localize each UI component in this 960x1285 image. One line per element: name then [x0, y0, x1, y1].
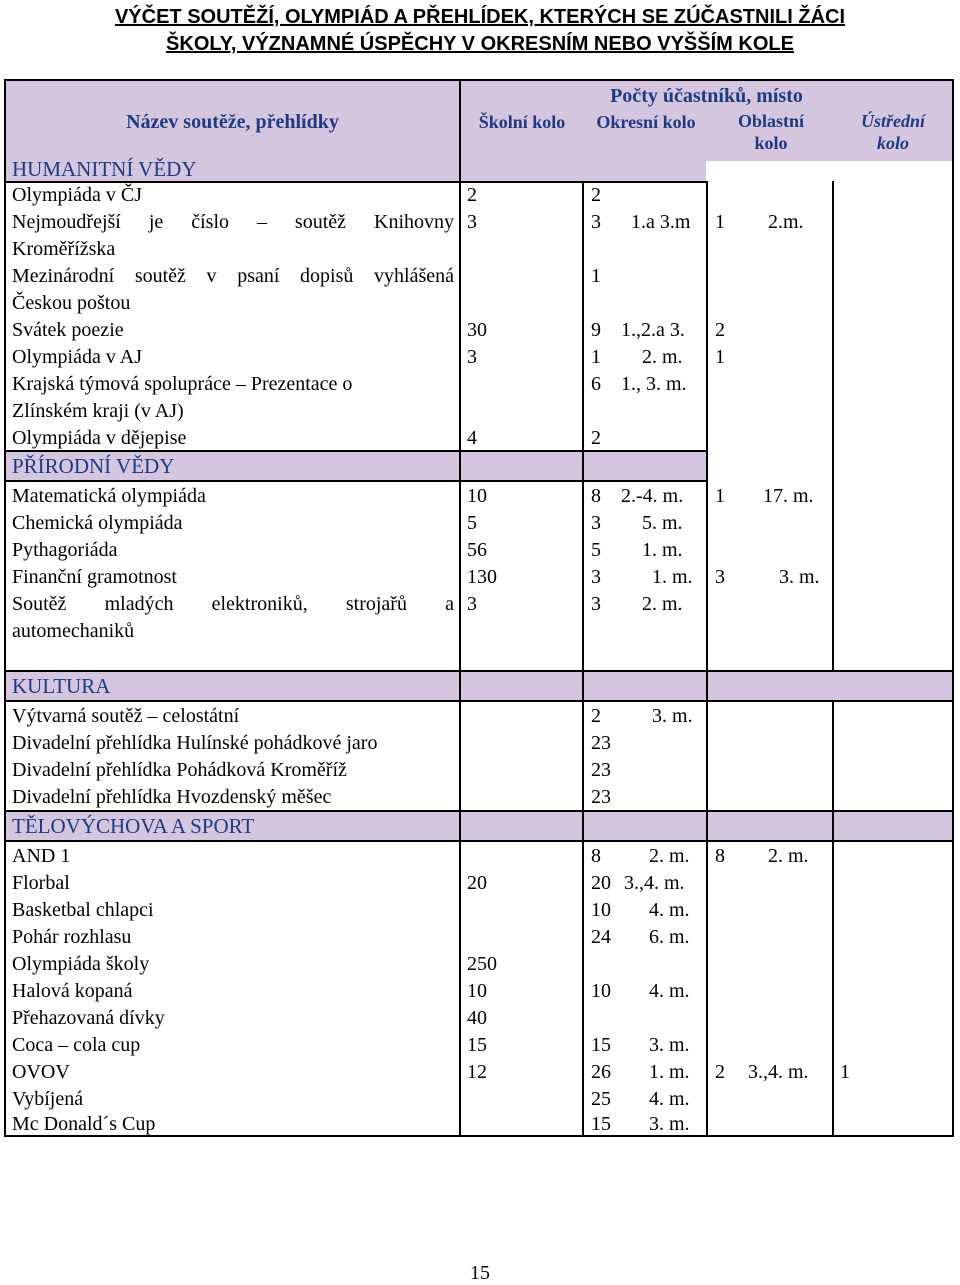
district-place: 3. m.: [652, 705, 693, 727]
table-row-name: Divadelní přehlídka Pohádková Kroměříž: [12, 759, 347, 781]
district-count: 23: [591, 759, 611, 781]
district-count: 8: [591, 485, 601, 507]
school-count: 2: [467, 184, 477, 206]
school-count: 20: [467, 872, 487, 894]
district-count: 5: [591, 539, 601, 561]
district-count: 23: [591, 732, 611, 754]
regional-place: 3.,4. m.: [748, 1061, 809, 1083]
table-row-name: Výtvarná soutěž – celostátní: [12, 705, 240, 727]
regional-place: 3. m.: [779, 566, 820, 588]
district-count: 2: [591, 427, 601, 449]
table-row-name: Basketbal chlapci: [12, 899, 154, 921]
header-regional-round: Oblastní kolo: [737, 111, 805, 153]
school-count: 10: [467, 485, 487, 507]
table-row-name: Pohár rozhlasu: [12, 926, 132, 948]
table-row-name: AND 1: [12, 845, 71, 867]
header-central-round: Ústřední kolo: [860, 111, 925, 153]
table-row-name: Krajská týmová spolupráce – Prezentace o: [12, 373, 353, 395]
table-row-name: Přehazovaná dívky: [12, 1007, 165, 1029]
district-place: 5. m.: [642, 512, 683, 534]
table-row-name: Divadelní přehlídka Hulínské pohádkové jaro: [12, 732, 378, 754]
table-row-name: Mezinárodní soutěž v psaní dopisů vyhlášená: [12, 265, 454, 287]
section-title-kultura: KULTURA: [12, 674, 111, 698]
district-count: 6: [591, 373, 601, 395]
district-count: 9: [591, 319, 601, 341]
district-count: 2: [591, 184, 601, 206]
district-count: 3: [591, 593, 601, 615]
table-row-name: Pythagoriáda: [12, 539, 118, 561]
school-count: 3: [467, 346, 477, 368]
table-row-name: Matematická olympiáda: [12, 485, 206, 507]
section-title-telovychova: TĚLOVÝCHOVA A SPORT: [12, 814, 255, 838]
regional-count: 2: [715, 1061, 725, 1083]
school-count: 10: [467, 980, 487, 1002]
district-count: 8: [591, 845, 601, 867]
regional-count: 8: [715, 845, 725, 867]
regional-count: 1: [715, 485, 725, 507]
district-count: 3: [591, 211, 601, 233]
district-place: 4. m.: [649, 899, 690, 921]
table-row-name: OVOV: [12, 1061, 70, 1083]
district-place: 6. m.: [649, 926, 690, 948]
district-place: 3. m.: [649, 1113, 690, 1135]
regional-count: 3: [715, 566, 725, 588]
district-place: 4. m.: [649, 1088, 690, 1110]
table-row-name: Nejmoudřejší je číslo – soutěž Knihovny: [12, 211, 454, 233]
district-count: 10: [591, 899, 611, 921]
district-count: 1: [591, 265, 601, 287]
table-row-name: Olympiáda v ČJ: [12, 184, 142, 206]
district-count: 3: [591, 566, 601, 588]
district-place: 1., 3. m.: [621, 373, 687, 395]
table-row-name: Olympiáda v dějepise: [12, 427, 187, 449]
central-count: 1: [840, 1061, 850, 1083]
district-place: 1.a 3.m: [631, 211, 691, 233]
district-place: 1.,2.a 3.: [621, 319, 685, 341]
district-place: 3. m.: [649, 1034, 690, 1056]
district-place: 2. m.: [642, 346, 683, 368]
regional-place: 17. m.: [763, 485, 814, 507]
table-row-name: Florbal: [12, 872, 70, 894]
school-count: 130: [467, 566, 497, 588]
table-row-name-continued: Českou poštou: [12, 292, 131, 314]
table-row-name: Olympiáda školy: [12, 953, 150, 975]
table-row-name: Halová kopaná: [12, 980, 133, 1002]
district-count: 26: [591, 1061, 611, 1083]
section-title-humanitni: HUMANITNÍ VĚDY: [12, 157, 197, 181]
district-count: 15: [591, 1113, 611, 1135]
regional-count: 1: [715, 346, 725, 368]
district-count: 10: [591, 980, 611, 1002]
district-count: 20: [591, 872, 611, 894]
competitions-table: [4, 79, 954, 1137]
district-place: 1. m.: [642, 539, 683, 561]
header-name-column: Název soutěže, přehlídky: [126, 111, 339, 133]
regional-place: 2. m.: [768, 845, 809, 867]
section-bar-kultura: [6, 672, 952, 700]
school-count: 4: [467, 427, 477, 449]
section-title-prirodni: PŘÍRODNÍ VĚDY: [12, 454, 175, 478]
header-school-round: Školní kolo: [478, 112, 566, 132]
table-row-name: Mc Donald´s Cup: [12, 1113, 156, 1135]
district-place: 2. m.: [649, 845, 690, 867]
table-row-name: Soutěž mladých elektroniků, strojařů a: [12, 593, 454, 615]
table-row-name: Svátek poezie: [12, 319, 124, 341]
district-count: 23: [591, 786, 611, 808]
district-count: 25: [591, 1088, 611, 1110]
regional-count: 1: [715, 211, 725, 233]
school-count: 56: [467, 539, 487, 561]
district-count: 3: [591, 512, 601, 534]
school-count: 40: [467, 1007, 487, 1029]
district-place: 1. m.: [649, 1061, 690, 1083]
table-row-name: Coca – cola cup: [12, 1034, 141, 1056]
district-place: 2. m.: [642, 593, 683, 615]
district-count: 2: [591, 705, 601, 727]
school-count: 3: [467, 593, 477, 615]
table-row-name: Chemická olympiáda: [12, 512, 183, 534]
school-count: 12: [467, 1061, 487, 1083]
regional-count: 2: [715, 319, 725, 341]
table-row-name-continued: automechaniků: [12, 620, 135, 642]
table-row-name: Divadelní přehlídka Hvozdenský měšec: [12, 786, 332, 808]
district-count: 24: [591, 926, 611, 948]
regional-place: 2.m.: [768, 211, 804, 233]
title-line-2: ŠKOLY, VÝZNAMNÉ ÚSPĚCHY V OKRESNÍM NEBO VYŠŠÍM KOLE: [166, 33, 794, 55]
table-row-name: Finanční gramotnost: [12, 566, 177, 588]
school-count: 30: [467, 319, 487, 341]
school-count: 3: [467, 211, 477, 233]
document-title: [0, 4, 960, 58]
page-number: 15: [470, 1262, 490, 1284]
header-counts-title: Počty účastníků, místo: [610, 85, 803, 107]
title-line-1: VÝČET SOUTĚŽÍ, OLYMPIÁD A PŘEHLÍDEK, KTERÝCH SE ZÚČASTNILI ŽÁCI: [114, 6, 846, 28]
table-row-name: Vybíjená: [12, 1088, 84, 1110]
district-place: 2.-4. m.: [621, 485, 684, 507]
header-district-round: Okresní kolo: [596, 112, 696, 132]
district-place: 4. m.: [649, 980, 690, 1002]
school-count: 15: [467, 1034, 487, 1056]
district-place: 3.,4. m.: [624, 872, 685, 894]
district-count: 15: [591, 1034, 611, 1056]
school-count: 5: [467, 512, 477, 534]
table-row-name-continued: Zlínském kraji (v AJ): [12, 400, 184, 422]
table-row-name: Olympiáda v AJ: [12, 346, 142, 368]
district-count: 1: [591, 346, 601, 368]
district-place: 1. m.: [652, 566, 693, 588]
table-row-name-continued: Kroměřížska: [12, 238, 116, 260]
school-count: 250: [467, 953, 497, 975]
